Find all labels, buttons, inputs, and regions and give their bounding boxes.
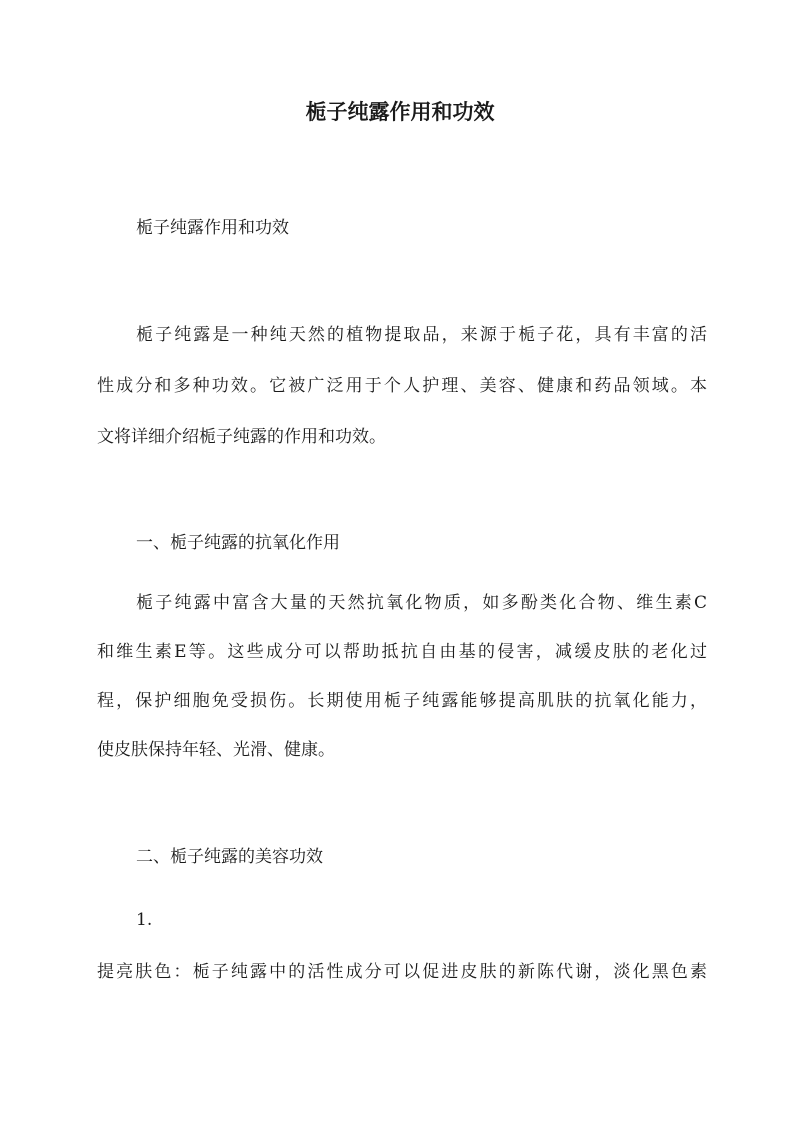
section-1-heading: 一、栀子纯露的抗氧化作用 <box>136 533 340 553</box>
intro-paragraph-line-1: 栀子纯露是一种纯天然的植物提取品，来源于栀子花，具有丰富的活 <box>136 325 707 345</box>
section-1-line-1: 栀子纯露中富含大量的天然抗氧化物质，如多酚类化合物、维生素C <box>136 593 707 613</box>
intro-paragraph-line-2: 性成分和多种功效。它被广泛用于个人护理、美容、健康和药品领域。本 <box>97 376 707 396</box>
list-item-text-line-1: 提亮肤色：栀子纯露中的活性成分可以促进皮肤的新陈代谢，淡化黑色素 <box>97 962 707 982</box>
document-title: 栀子纯露作用和功效 <box>305 99 495 124</box>
section-1-line-2: 和维生素E等。这些成分可以帮助抵抗自由基的侵害，减缓皮肤的老化过 <box>97 642 707 662</box>
section-1-line-3: 程，保护细胞免受损伤。长期使用栀子纯露能够提高肌肤的抗氧化能力， <box>97 691 707 711</box>
list-item-number: 1. <box>136 910 153 930</box>
section-1-line-4: 使皮肤保持年轻、光滑、健康。 <box>97 740 335 760</box>
section-2-heading: 二、栀子纯露的美容功效 <box>136 847 323 867</box>
document-subtitle: 栀子纯露作用和功效 <box>136 218 289 238</box>
intro-paragraph-line-3: 文将详细介绍栀子纯露的作用和功效。 <box>97 427 386 447</box>
